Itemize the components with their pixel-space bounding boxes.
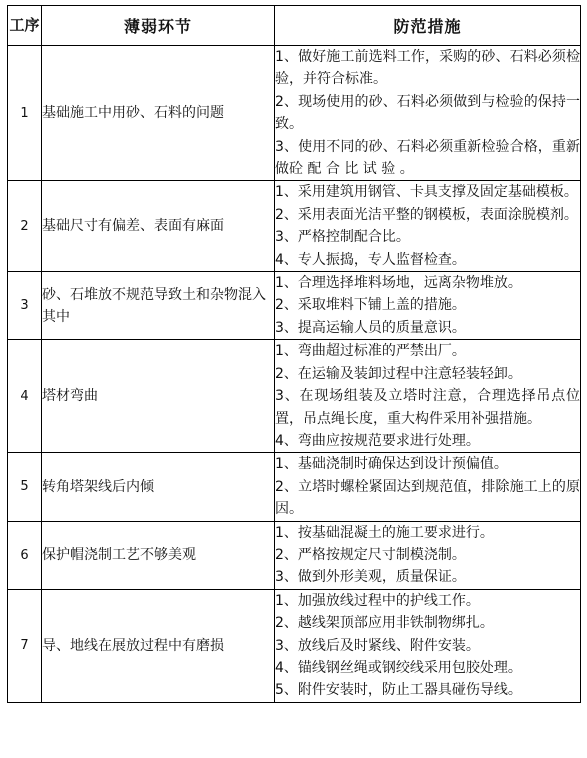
table-row [8,340,581,453]
table-row [8,46,581,181]
measure-item: 2、采用表面光洁平整的钢模板，表面涂脱模剂。 [275,206,578,223]
row-measures [275,46,581,181]
row-seq: 6 [8,521,42,589]
row-measures [275,272,581,340]
measure-item: 3、在现场组装及立塔时注意，合理选择吊点位置，吊点绳长度，重大构件采用补强措施。 [275,388,580,427]
row-seq: 4 [8,340,42,453]
row-seq: 1 [8,46,42,181]
row-weak-point: 保护帽浇制工艺不够美观 [42,521,275,589]
measure-item: 2、立塔时螺栓紧固达到规范值，排除施工上的原因。 [275,478,580,518]
measure-item: 3、提高运输人员的质量意识。 [275,319,466,336]
measure-item: 3、做到外形美观，质量保证。 [275,569,466,586]
row-measures [275,521,581,589]
table-body [8,46,581,703]
measure-item: 1、弯曲超过标准的严禁出厂。 [275,343,466,360]
measure-item: 4、专人振捣，专人监督检查。 [275,251,466,268]
measure-item: 2、现场使用的砂、石料必须做到与检验的保持一致。 [275,93,580,133]
row-measures [275,340,581,453]
table-header [8,6,581,46]
measure-item: 4、弯曲应按规范要求进行处理。 [275,432,480,449]
header-measures: 防范措施 [275,6,581,46]
row-measures [275,453,581,521]
measure-item: 1、合理选择堆料场地，远离杂物堆放。 [275,275,522,292]
measure-item: 4、锚线钢丝绳或钢绞线采用包胶处理。 [275,659,522,676]
measure-item: 1、加强放线过程中的护线工作。 [275,592,480,609]
measure-item: 3、使用不同的砂、石料必须重新检验合格，重新做砼 配 合 比 试 验 。 [275,138,580,178]
risk-measures-table [7,5,581,703]
row-measures [275,589,581,702]
measure-item: 5、附件安装时，防止工器具碰伤导线。 [275,682,522,699]
header-weak-point: 薄弱环节 [42,6,275,46]
row-seq: 3 [8,272,42,340]
table-row [8,272,581,340]
row-weak-point: 基础尺寸有偏差、表面有麻面 [42,181,275,272]
measure-item: 3、严格控制配合比。 [275,229,410,246]
measure-item: 1、按基础混凝土的施工要求进行。 [275,524,494,541]
row-seq: 7 [8,589,42,702]
measure-item: 1、采用建筑用钢管、卡具支撑及固定基础模板。 [275,184,578,201]
measure-item: 2、越线架顶部应用非铁制物绑扎。 [275,615,494,632]
table-row [8,181,581,272]
measure-item: 2、严格按规定尺寸制模浇制。 [275,546,466,563]
measure-item: 2、在运输及装卸过程中注意轻装轻卸。 [275,365,522,382]
table-row [8,521,581,589]
row-weak-point: 基础施工中用砂、石料的问题 [42,46,275,181]
row-seq: 5 [8,453,42,521]
measure-item: 2、采取堆料下铺上盖的措施。 [275,297,466,314]
table-row [8,453,581,521]
measure-item: 3、放线后及时紧线、附件安装。 [275,637,480,654]
table-row [8,589,581,702]
row-measures [275,181,581,272]
header-row [8,6,581,46]
row-weak-point: 转角塔架线后内倾 [42,453,275,521]
header-seq: 工序 [8,6,42,46]
row-weak-point: 导、地线在展放过程中有磨损 [42,589,275,702]
measure-item: 1、做好施工前选料工作，采购的砂、石料必须检验，并符合标准。 [275,49,580,88]
row-weak-point: 塔材弯曲 [42,340,275,453]
row-seq: 2 [8,181,42,272]
row-weak-point: 砂、石堆放不规范导致土和杂物混入其中 [42,272,275,340]
measure-item: 1、基础浇制时确保达到设计预偏值。 [275,456,508,473]
